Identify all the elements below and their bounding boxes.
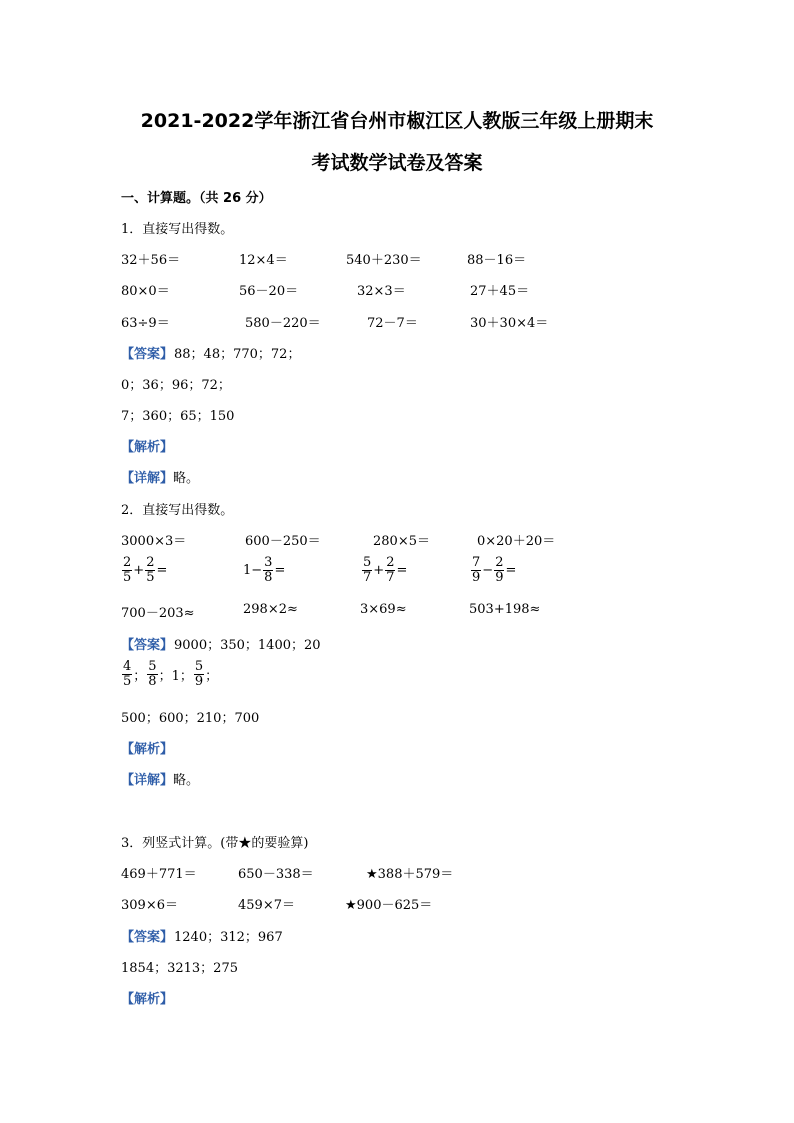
q3-expr: 650－338＝ [238, 867, 314, 882]
denominator: 5 [146, 570, 155, 585]
q3-analysis-tag: 【解析】 [121, 992, 174, 1007]
document-title-line2: 考试数学试卷及答案 [311, 152, 483, 174]
q1-expr: 32＋56＝ [121, 253, 181, 268]
numerator: 5 [148, 659, 157, 674]
q2-prompt: 2．直接写出得数。 [121, 503, 234, 518]
q2-analysis-tag: 【解析】 [121, 742, 174, 757]
q2-fraction-expr [243, 556, 285, 585]
numerator: 5 [363, 555, 372, 570]
equals-sign: = [505, 563, 517, 578]
q3-answer-line: 1854；3213；275 [121, 961, 238, 976]
fraction [145, 556, 155, 585]
q2-expr: 600－250＝ [245, 534, 321, 549]
numerator: 7 [472, 555, 481, 570]
q1-expr: 540＋230＝ [346, 253, 422, 268]
numerator: 5 [194, 659, 204, 674]
separator: ； [205, 669, 219, 684]
numerator: 4 [123, 659, 132, 674]
q2-fraction-expr [361, 556, 407, 585]
fraction [122, 556, 132, 585]
q1-expr: 56－20＝ [239, 284, 299, 299]
fraction [362, 556, 372, 585]
q1-detail-text: 略。 [173, 471, 200, 486]
denominator: 8 [148, 674, 157, 689]
q3-prompt: 3．列竖式计算。(带★的要验算) [121, 836, 309, 851]
denominator: 5 [123, 674, 132, 689]
q1-expr: 32×3＝ [357, 284, 406, 299]
equals-sign: = [156, 563, 168, 578]
leading-term: 1− [243, 563, 263, 578]
denominator: 7 [363, 570, 372, 585]
q1-detail-tag: 【详解】 [121, 471, 174, 486]
operator: + [133, 563, 145, 578]
numerator: 2 [146, 555, 155, 570]
q1-answer-line: 88；48；770；72； [174, 347, 301, 362]
q1-answer-tag: 【答案】 [121, 347, 174, 362]
operator: − [482, 563, 494, 578]
numerator: 2 [386, 555, 395, 570]
q3-answer-tag: 【答案】 [121, 930, 174, 945]
q1-expr: 12×4＝ [239, 253, 288, 268]
fraction [471, 556, 481, 585]
q2-answer-fractions [121, 660, 218, 689]
numerator: 3 [264, 555, 273, 570]
q3-answer-line: 1240；312；967 [174, 930, 283, 945]
numerator: 2 [495, 555, 504, 570]
q2-answer-line: 9000；350；1400；20 [174, 638, 321, 653]
q2-fraction-expr [121, 556, 167, 585]
q2-expr: 3×69≈ [360, 602, 407, 617]
q3-expr: ★900－625＝ [345, 898, 433, 913]
equals-sign: = [396, 563, 408, 578]
q2-answer-tag: 【答案】 [121, 638, 174, 653]
q3-expr: 469＋771＝ [121, 867, 197, 882]
q1-answer-line: 7；360；65；150 [121, 409, 235, 424]
q3-expr: ★388＋579＝ [366, 867, 454, 882]
q2-expr: 3000×3＝ [121, 534, 187, 549]
section-heading: 一、计算题。（共 26 分） [121, 191, 272, 206]
equals-sign: = [274, 563, 286, 578]
fraction [194, 660, 204, 689]
q2-expr: 0×20＋20＝ [477, 534, 556, 549]
q2-expr: 280×5＝ [373, 534, 430, 549]
denominator: 5 [123, 570, 132, 585]
q3-expr: 459×7＝ [238, 898, 295, 913]
q2-detail-tag: 【详解】 [121, 773, 174, 788]
q2-detail [121, 769, 199, 788]
q1-answer-line: 0；36；96；72； [121, 378, 231, 393]
fraction [263, 556, 273, 585]
q1-detail [121, 467, 199, 486]
denominator: 9 [472, 570, 481, 585]
separator: ； [133, 669, 147, 684]
fraction [385, 556, 395, 585]
fraction [147, 660, 157, 689]
denominator: 7 [386, 570, 395, 585]
document-title-line1: 2021-2022学年浙江省台州市椒江区人教版三年级上册期末 [140, 110, 654, 132]
denominator: 8 [264, 570, 273, 585]
q1-analysis-tag: 【解析】 [121, 440, 174, 455]
q2-fraction-expr [470, 556, 516, 585]
q1-expr: 72－7＝ [367, 316, 418, 331]
q1-expr: 27＋45＝ [470, 284, 530, 299]
q1-expr: 63÷9＝ [121, 316, 170, 331]
q2-expr: 503+198≈ [469, 602, 541, 617]
q1-expr: 580－220＝ [245, 316, 321, 331]
fraction [122, 660, 132, 689]
numerator: 2 [123, 555, 132, 570]
q1-expr: 88－16＝ [467, 253, 527, 268]
denominator: 9 [495, 570, 504, 585]
operator: + [373, 563, 385, 578]
q2-answer-line: 500；600；210；700 [121, 711, 260, 726]
q1-prompt: 1．直接写出得数。 [121, 222, 234, 237]
q3-expr: 309×6＝ [121, 898, 178, 913]
q1-expr: 30＋30×4＝ [470, 316, 549, 331]
separator: ；1； [158, 669, 193, 684]
q2-detail-text: 略。 [173, 773, 200, 788]
denominator: 9 [194, 674, 204, 689]
q2-expr: 700－203≈ [121, 606, 195, 621]
fraction [494, 556, 504, 585]
q2-expr: 298×2≈ [243, 602, 298, 617]
q1-expr: 80×0＝ [121, 284, 170, 299]
